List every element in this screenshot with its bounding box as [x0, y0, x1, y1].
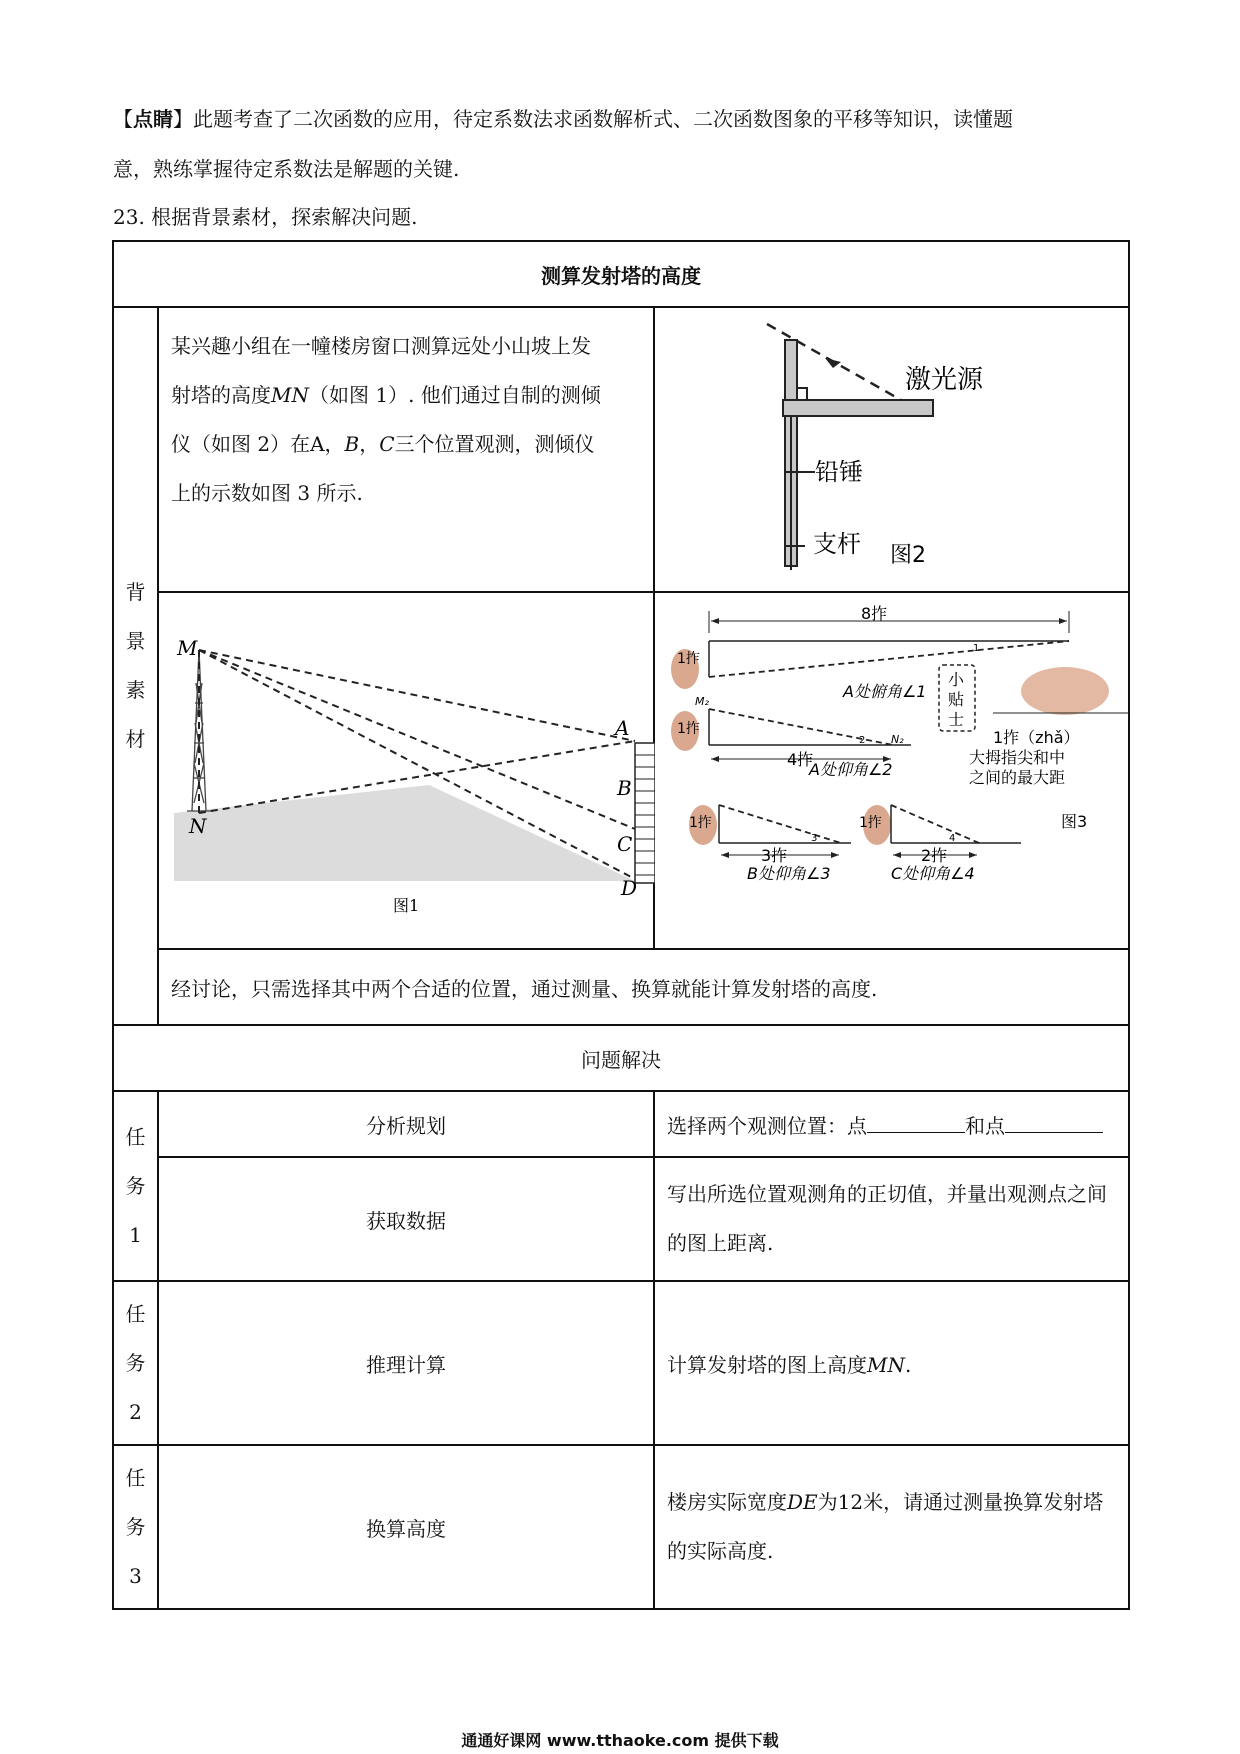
answer-blank-1[interactable] [867, 1114, 965, 1133]
segment-mn: MN [867, 1352, 905, 1377]
segment-mn: MN [271, 383, 309, 407]
label-m: M [177, 636, 198, 660]
question-number: 23. [113, 205, 145, 229]
background-label-char: 景 [125, 629, 146, 653]
problem-table [112, 240, 1130, 1610]
tip-char: 贴 [948, 690, 965, 709]
side-1zha: 1拃 [859, 815, 882, 831]
tip-char: 小 [948, 670, 965, 689]
problem-header-cell [113, 1025, 1129, 1091]
answer-blank-2[interactable] [1005, 1114, 1103, 1133]
task1-data-name: 获取数据 [158, 1157, 654, 1281]
fig2-cell [654, 307, 1129, 592]
task3-label: 任 务 3 [113, 1445, 158, 1609]
fig3-hand-spans [655, 593, 1130, 943]
background-text-cell [158, 307, 654, 592]
span-3: 3拃 [761, 846, 788, 865]
comment-line-1 [113, 107, 1013, 131]
label-d: D [621, 876, 638, 900]
segment-de: DE [787, 1490, 818, 1514]
m2-label: M₂ [695, 695, 709, 708]
angle2-caption: A处仰角∠2 [809, 760, 893, 779]
fig2-caption: 图2 [890, 543, 926, 568]
span-4: 4拃 [787, 750, 814, 769]
background-label [113, 307, 158, 1025]
comment-bracket-open: 【 [113, 107, 133, 131]
tip-line-3: 之间的最大距 [969, 768, 1066, 787]
fig3-cell [654, 592, 1129, 949]
comment-bracket-close: 】 [173, 107, 193, 131]
question-text: 根据背景素材，探索解决问题. [151, 205, 418, 229]
angle1-caption: A处俯角∠1 [843, 682, 927, 701]
fig1-caption: 图1 [393, 896, 420, 915]
background-label-char: 素 [125, 678, 146, 702]
side-1zha: 1拃 [689, 815, 712, 831]
label-b: B [617, 776, 632, 800]
tip-char: 士 [948, 710, 965, 729]
laser-arrow-icon [825, 358, 841, 368]
bg-line-3: 仪（如图 2）在A，B，C三个位置观测，测倾仪 [171, 432, 595, 456]
fig2-inclinometer [655, 308, 1130, 586]
discussion-cell [158, 949, 1129, 1025]
side-1zha: 1拃 [677, 651, 700, 667]
n2-label: N₂ [891, 733, 904, 746]
fig1-cell [158, 592, 654, 949]
span-2: 2拃 [921, 846, 948, 865]
problem-header: 问题解决 [581, 1047, 661, 1072]
bg-line-2: 射塔的高度MN（如图 1）. 他们通过自制的测倾 [171, 383, 601, 407]
angle4-caption: C处仰角∠4 [891, 864, 975, 883]
span-8: 8拃 [861, 604, 888, 623]
discussion-text: 经讨论，只需选择其中两个合适的位置，通过测量、换算就能计算发射塔的高度. [171, 976, 878, 1001]
table-title: 测算发射塔的高度 [541, 263, 701, 288]
angle-3-mark: 3 [811, 833, 818, 844]
bg-line-1: 某兴趣小组在一幢楼房窗口测算远处小山坡上发 [171, 334, 591, 358]
angle-1-mark: 1 [973, 643, 980, 654]
task2-label: 任 务 2 [113, 1281, 158, 1445]
task1-label: 任 务 1 [113, 1091, 158, 1281]
fig1-diagram [159, 593, 655, 943]
side-1zha: 1拃 [677, 721, 700, 737]
pole-label: 支杆 [813, 530, 861, 558]
plumb-label: 铅锤 [815, 458, 863, 486]
background-label-char: 背 [125, 580, 146, 604]
label-c: C [617, 832, 633, 856]
fig3-caption: 图3 [1061, 812, 1088, 831]
task3-content: 楼房实际宽度DE为12米，请通过测量换算发射塔的实际高度. [654, 1445, 1129, 1609]
bg-line-4: 上的示数如图 3 所示. [171, 481, 363, 505]
task1-plan-name: 分析规划 [158, 1091, 654, 1157]
tip-line-1: 1拃（zhǎ） [993, 728, 1080, 747]
angle3-caption: B处仰角∠3 [747, 864, 831, 883]
label-n: N [189, 814, 207, 838]
comment-line-2: 意，熟练掌握待定系数法是解题的关键. [113, 157, 460, 181]
label-a: A [615, 716, 630, 740]
page-footer: 通通好课网 www.tthaoke.com 提供下载 [461, 1731, 779, 1750]
comment-text: 此题考查了二次函数的应用，待定系数法求函数解析式、二次函数图象的平移等知识，读懂题 [193, 107, 1013, 131]
task1-data-content: 写出所选位置观测角的正切值，并量出观测点之间的图上距离. [654, 1157, 1129, 1281]
tip-line-2: 大拇指尖和中 [969, 748, 1066, 767]
task3-name: 换算高度 [158, 1445, 654, 1609]
comment-tag: 点睛 [133, 107, 173, 131]
laser-label: 激光源 [905, 365, 984, 395]
task2-content: 计算发射塔的图上高度MN. [654, 1281, 1129, 1445]
question-stem [113, 205, 418, 229]
task2-name: 推理计算 [158, 1281, 654, 1445]
task1-plan-content: 选择两个观测位置：点 和点 [654, 1091, 1129, 1157]
hand-photo-icon [1021, 667, 1109, 715]
background-label-char: 材 [125, 727, 146, 751]
angle-4-mark: 4 [949, 833, 956, 844]
table-title-cell [113, 241, 1129, 307]
angle-2-mark: 2 [859, 735, 866, 746]
